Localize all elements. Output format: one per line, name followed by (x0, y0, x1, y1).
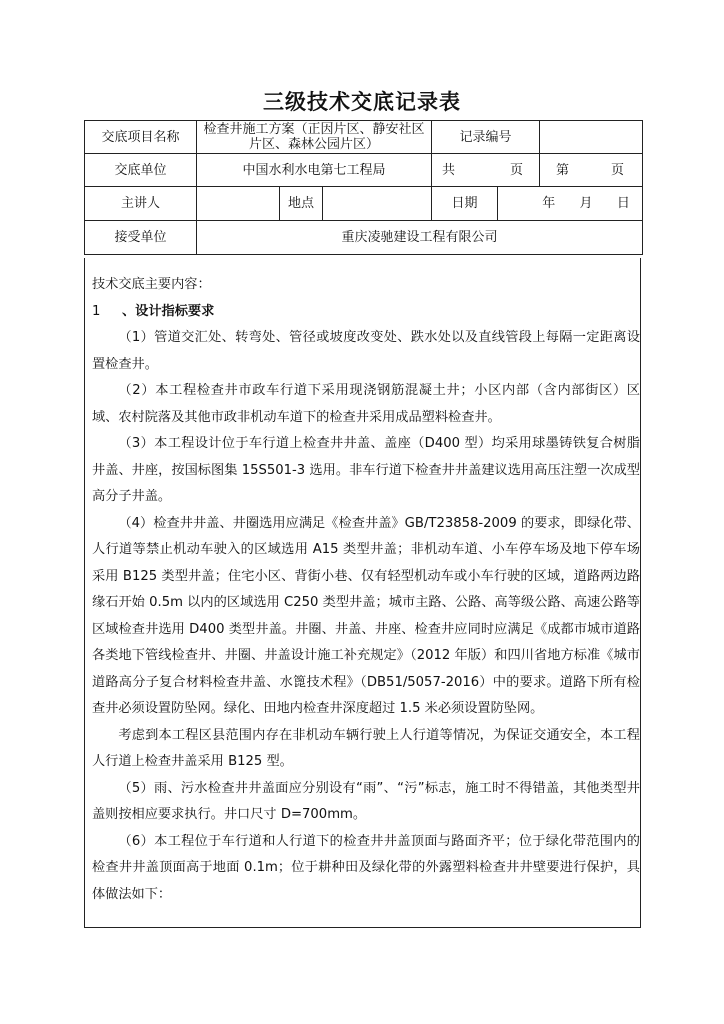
page-title: 三级技术交底记录表 (263, 90, 461, 114)
nth-label: 第 (556, 162, 570, 178)
total-pages-cell (432, 154, 540, 187)
unit-label: 交底单位 (85, 154, 197, 187)
year-label: 年 (542, 196, 556, 211)
paragraph-7: （6）本工程位于车行道和人行道下的检查井井盖顶面与路面齐平；位于绿化带范围内的检查井井盖顶面高于地面 0.1m；位于耕种田及绿化带的外露塑料检查井井壁要进行保护，具体做法如下： (92, 833, 640, 902)
paragraph-6: （5）雨、污水检查井井盖面应分别设有“雨”、“污”标志，施工时不得错盖，其他类型井盖则按相应要求执行。井口尺寸 D=700mm。 (92, 780, 640, 822)
project-label: 交底项目名称 (85, 121, 197, 154)
day-label: 日 (616, 196, 630, 211)
paragraph-2: （2）本工程检查井市政车行道下采用现浇钢筋混凝土井；小区内部（含内部街区）区域、农村院落及其他市政非机动车道下的检查井采用成品塑料检查井。 (92, 383, 640, 425)
section-heading (92, 299, 640, 326)
date-label: 日期 (432, 187, 498, 221)
section-number: 1 (92, 303, 101, 319)
speaker-label: 主讲人 (85, 187, 197, 221)
receiver-label: 接受单位 (85, 221, 197, 255)
content-intro: 技术交底主要内容： (92, 277, 211, 292)
total-label: 共 (442, 162, 456, 178)
place-value (323, 187, 432, 221)
month-label: 月 (579, 196, 593, 211)
date-value (498, 187, 643, 221)
receiver-value: 重庆凌驰建设工程有限公司 (197, 221, 643, 255)
nth-page-cell (540, 154, 643, 187)
unit-value: 中国水利水电第七工程局 (197, 154, 432, 187)
section-title: 、设计指标要求 (122, 303, 215, 319)
content-area (92, 272, 640, 908)
paragraph-3: （3）本工程设计位于车行道上检查井井盖、盖座（D400 型）均采用球墨铸铁复合树脂井盖、井座，按国标图集 15S501-3 选用。非车行道下检查井井盖建议选用高压注塑一次成型高分子井盖。 (92, 436, 640, 504)
page-label-2: 页 (611, 162, 625, 178)
page-label: 页 (510, 162, 524, 178)
paragraph-1: （1）管道交汇处、转弯处、管径或坡度改变处、跌水处以及直线管段上每隔一定距离设置检查井。 (92, 330, 640, 372)
speaker-value (197, 187, 280, 221)
header-table (84, 120, 643, 255)
record-no-label: 记录编号 (432, 121, 540, 154)
project-value: 检查井施工方案（正因片区、静安社区片区、森林公园片区） (197, 121, 432, 154)
paragraph-4: （4）检查井井盖、井圈选用应满足《检查井盖》GB/T23858-2009 的要求，即绿化带、人行道等禁止机动车驶入的区域选用 A15 类型井盖；非机动车道、小车停车场及地下停车场采用 B125 类型井盖；住宅小区、背街小巷、仅有轻型机动车或小车行驶的区域，道路两边路缘石开始 0.5m 以内的区域选用 C250 类型井盖；城市主路、公路、高等级公路、高速公路等区域检查井选用 D400 类型井盖。井圈、井盖、井座、检查井应同时应满足《成都市城市道路各类地下管线检查井、井圈、井盖设计施工补充规定》（2012 年版）和四川省地方标准《城市道路高分子复合材料检查井盖、水篦技术程》（DB51/5057-2016）中的要求。道路下所有检查井必须设置防坠网。绿化、田地内检查井深度超过 1.5 米必须设置防坠网。 (92, 515, 640, 716)
record-no-value (540, 121, 643, 154)
paragraph-5: 考虑到本工程区县范围内存在非机动车辆行驶上人行道等情况，为保证交通安全，本工程人行道上检查井盖采用 B125 型。 (92, 727, 640, 769)
place-label: 地点 (280, 187, 323, 221)
